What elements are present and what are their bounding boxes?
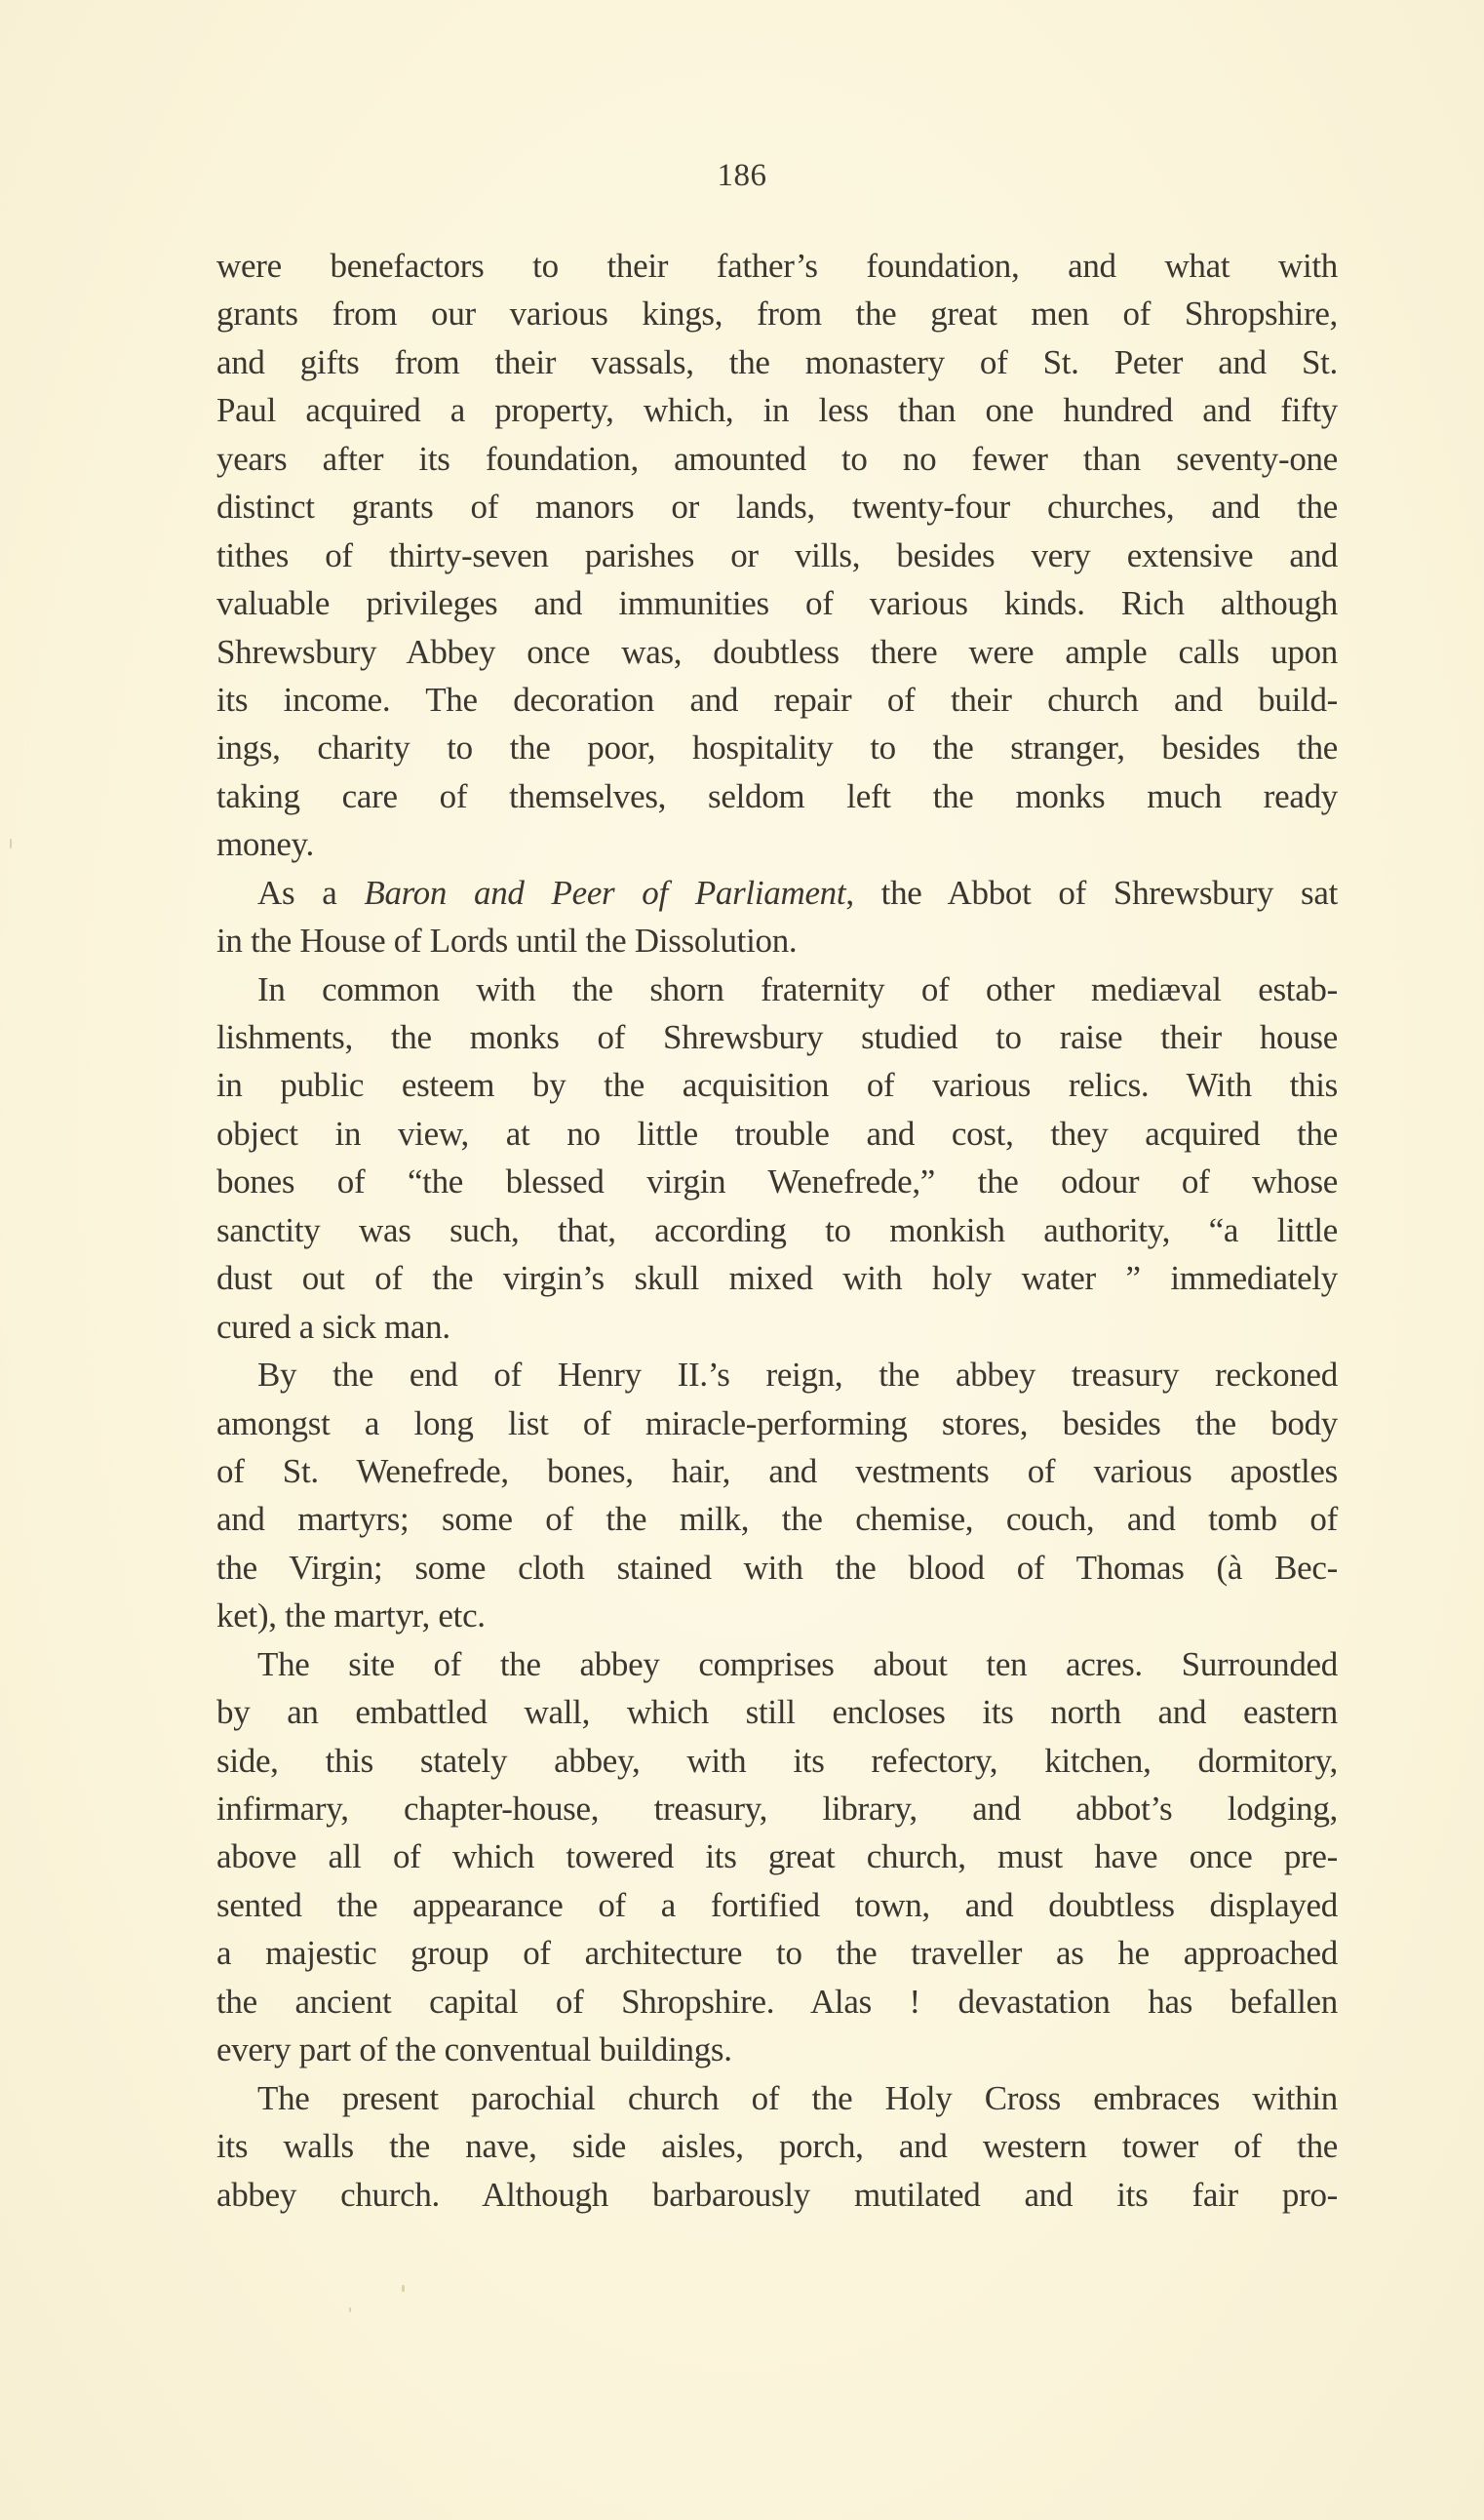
text-line: and martyrs; some of the milk, the chemise, couch, and tomb of bbox=[216, 1500, 1338, 1539]
text-line: its income. The decoration and repair of their church and build- bbox=[216, 680, 1338, 719]
text-line: every part of the conventual buildings. bbox=[216, 2030, 732, 2069]
text-line: were benefactors to their father’s foundation, and what with bbox=[216, 247, 1338, 285]
text-line: in public esteem by the acquisition of various relics. With this bbox=[216, 1066, 1338, 1105]
paper-speck bbox=[402, 2285, 405, 2292]
text-line: the Virgin; some cloth stained with the blood of Thomas (à Bec- bbox=[216, 1548, 1338, 1587]
text-line: By the end of Henry II.’s reign, the abbey treasury reckoned bbox=[257, 1356, 1338, 1395]
text-line: ings, charity to the poor, hospitality to the stranger, besides the bbox=[216, 728, 1338, 768]
paper-speck bbox=[349, 2307, 351, 2312]
text-line: taking care of themselves, seldom left the monks much ready bbox=[216, 776, 1338, 815]
text-line: of St. Wenefrede, bones, hair, and vestments of various apostles bbox=[216, 1451, 1338, 1490]
text-line: Paul acquired a property, which, in less than one hundred and fifty bbox=[216, 391, 1338, 430]
text-line: dust out of the virgin’s skull mixed with holy water ” immediately bbox=[216, 1259, 1338, 1298]
page-number: 186 bbox=[717, 158, 767, 193]
text-line: Shrewsbury Abbey once was, doubtless there were ample calls upon bbox=[216, 632, 1338, 671]
text-line: In common with the shorn fraternity of other mediæval estab- bbox=[257, 969, 1338, 1008]
text-line: sented the appearance of a fortified town, and doubtless displayed bbox=[216, 1885, 1338, 1924]
text-line: and gifts from their vassals, the monastery of St. Peter and St. bbox=[216, 342, 1338, 381]
text-line: side, this stately abbey, with its refectory, kitchen, dormitory, bbox=[216, 1741, 1338, 1780]
text-line: ket), the martyr, etc. bbox=[216, 1596, 486, 1635]
text-line: money. bbox=[216, 825, 314, 864]
text-line: lishments, the monks of Shrewsbury studied to raise their house bbox=[216, 1018, 1338, 1056]
text-line: a majestic group of architecture to the traveller as he approached bbox=[216, 1934, 1338, 1973]
text-line: years after its foundation, amounted to no fewer than seventy-one bbox=[216, 439, 1338, 478]
text-line: valuable privileges and immunities of various kinds. Rich although bbox=[216, 584, 1338, 623]
text-line: cured a sick man. bbox=[216, 1307, 450, 1346]
text-line: above all of which towered its great church, must have once pre- bbox=[216, 1837, 1338, 1876]
text-line bbox=[216, 869, 1338, 917]
text-line: the ancient capital of Shropshire. Alas ! devastation has befallen bbox=[216, 1982, 1338, 2021]
text-line: in the House of Lords until the Dissolution. bbox=[216, 922, 798, 961]
text-line: amongst a long list of miracle-performing stores, besides the body bbox=[216, 1403, 1338, 1442]
text-line: tithes of thirty-seven parishes or vills, besides very extensive and bbox=[216, 535, 1338, 574]
italic-title: Baron and Peer of Parliament bbox=[364, 873, 846, 912]
body-text bbox=[216, 242, 1338, 2219]
paper-speck bbox=[10, 839, 12, 848]
text-run: As a bbox=[257, 873, 365, 912]
text-line: bones of “the blessed virgin Wenefrede,” the odour of whose bbox=[216, 1162, 1338, 1201]
text-line: The site of the abbey comprises about ten acres. Surrounded bbox=[257, 1644, 1338, 1683]
text-line: abbey church. Although barbarously mutilated and its fair pro- bbox=[216, 2175, 1338, 2214]
text-line: distinct grants of manors or lands, twenty-four churches, and the bbox=[216, 488, 1338, 527]
text-line: The present parochial church of the Holy Cross embraces within bbox=[257, 2078, 1338, 2117]
text-run: , the Abbot of Shrewsbury sat bbox=[845, 873, 1339, 912]
text-line: by an embattled wall, which still encloses its north and eastern bbox=[216, 1693, 1338, 1732]
text-line: object in view, at no little trouble and cost, they acquired the bbox=[216, 1114, 1338, 1153]
text-line: sanctity was such, that, according to monkish authority, “a little bbox=[216, 1210, 1338, 1249]
text-line: infirmary, chapter-house, treasury, library, and abbot’s lodging, bbox=[216, 1790, 1338, 1828]
text-line: grants from our various kings, from the great men of Shropshire, bbox=[216, 295, 1338, 334]
text-line: its walls the nave, side aisles, porch, and western tower of the bbox=[216, 2127, 1338, 2166]
